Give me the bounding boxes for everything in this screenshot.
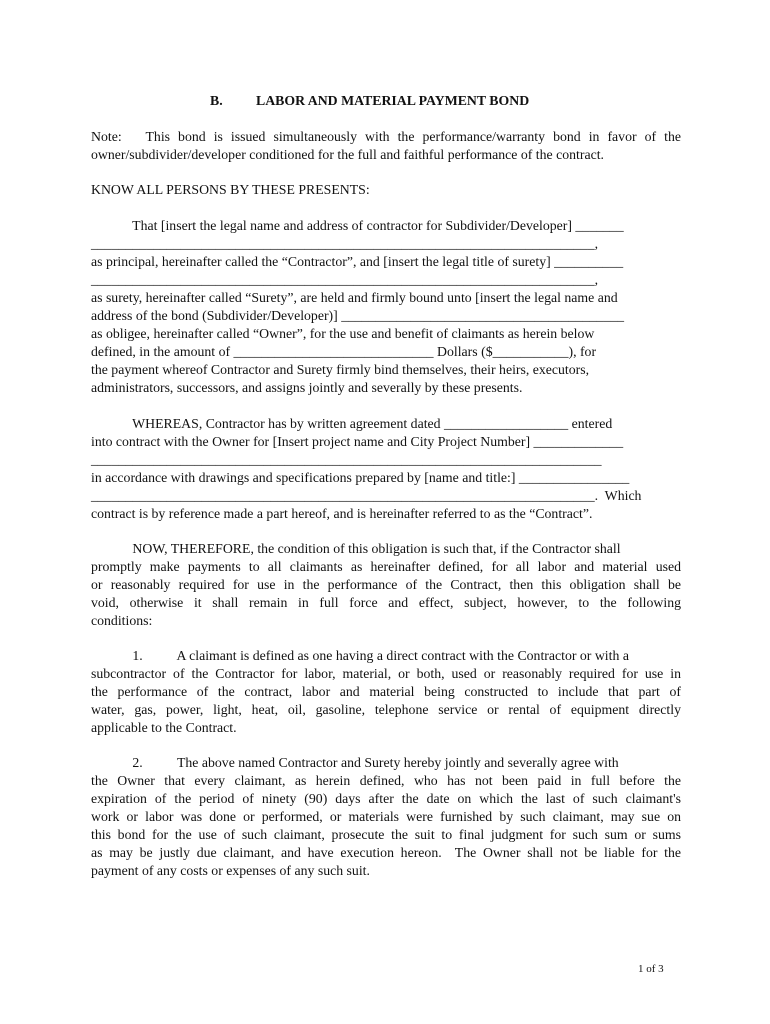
- parties-line: defined, in the amount of _____________________________ Dollars ($___________), for: [91, 344, 597, 359]
- whereas-line: _________________________________________________________________________. Which: [91, 488, 642, 503]
- whereas-line: in accordance with drawings and specifications prepared by [name and title:] ________________: [91, 470, 630, 485]
- parties-line: administrators, successors, and assigns jointly and severally by these presents.: [91, 380, 523, 395]
- condition-1-line: applicable to the Contract.: [91, 720, 237, 735]
- parties-line: as obligee, hereinafter called “Owner”, for the use and benefit of claimants as herein below: [91, 326, 595, 341]
- parties-line: as surety, hereinafter called “Surety”, are held and firmly bound unto [insert the legal name and: [91, 290, 618, 305]
- now-therefore-line: promptly make payments to all claimants as hereinafter defined, for all labor and material used: [91, 559, 681, 574]
- condition-2-line: as may be justly due claimant, and have execution hereon. The Owner shall not be liable for the: [91, 845, 681, 860]
- condition-2-line: 2. The above named Contractor and Surety hereby jointly and severally agree with: [91, 755, 619, 770]
- condition-2-line: work or labor was done or performed, or materials were furnished by such claimant, may sue on: [91, 809, 681, 824]
- parties-line: as principal, hereinafter called the “Contractor”, and [insert the legal title of surety] __________: [91, 254, 624, 269]
- condition-2-line: this bond for the use of such claimant, prosecute the suit to final judgment for such sum or sums: [91, 827, 681, 842]
- condition-2-line: the Owner that every claimant, as herein defined, who has not been paid in full before the: [91, 773, 681, 788]
- condition-1-line: subcontractor of the Contractor for labor, material, or both, used or reasonably required for use in: [91, 666, 681, 681]
- whereas-line: WHEREAS, Contractor has by written agreement dated __________________ entered: [91, 416, 613, 431]
- whereas-line: into contract with the Owner for [Insert project name and City Project Number] _____________: [91, 434, 624, 449]
- now-therefore-line: conditions:: [91, 613, 153, 628]
- condition-2-line: expiration of the period of ninety (90) days after the date on which the last of such claimant's: [91, 791, 681, 806]
- know-all-heading: KNOW ALL PERSONS BY THESE PRESENTS:: [91, 182, 370, 197]
- parties-line: the payment whereof Contractor and Surety firmly bind themselves, their heirs, executors,: [91, 362, 590, 377]
- page-number: 1 of 3: [638, 963, 664, 975]
- whereas-line: contract is by reference made a part hereof, and is hereinafter referred to as the “Contract”.: [91, 506, 593, 521]
- now-therefore-line: NOW, THEREFORE, the condition of this obligation is such that, if the Contractor shall: [91, 541, 621, 556]
- condition-1-line: water, gas, power, light, heat, oil, gasoline, telephone service or rental of equipment directly: [91, 702, 681, 717]
- parties-line: _________________________________________________________________________,: [91, 272, 599, 287]
- now-therefore-line: void, otherwise it shall remain in full force and effect, subject, however, to the following: [91, 595, 681, 610]
- parties-line: _________________________________________________________________________,: [91, 236, 599, 251]
- parties-line: That [insert the legal name and address of contractor for Subdivider/Developer] _______: [91, 218, 624, 233]
- whereas-line: __________________________________________________________________________: [91, 452, 602, 467]
- note-line: owner/subdivider/developer conditioned for the full and faithful performance of the contract.: [91, 147, 604, 162]
- condition-2-line: payment of any costs or expenses of any such suit.: [91, 863, 370, 878]
- condition-1-line: 1. A claimant is defined as one having a direct contract with the Contractor or with a: [91, 648, 629, 663]
- section-letter: B.: [210, 93, 223, 108]
- condition-1-line: the performance of the contract, labor and material being constructed to include that part of: [91, 684, 681, 699]
- parties-line: address of the bond (Subdivider/Developer)] _________________________________________: [91, 308, 625, 323]
- now-therefore-line: or reasonably required for use in the performance of the Contract, then this obligation shall be: [91, 577, 681, 592]
- note-line: Note: This bond is issued simultaneously with the performance/warranty bond in favor of the: [91, 129, 681, 144]
- title-text: LABOR AND MATERIAL PAYMENT BOND: [256, 93, 530, 108]
